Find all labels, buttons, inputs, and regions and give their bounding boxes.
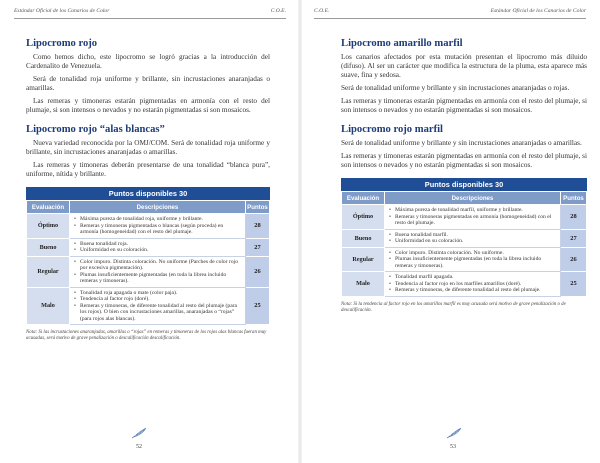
description-cell [70, 214, 246, 239]
header-title: Estándar Oficial de los Canarios de Color [14, 8, 110, 14]
description-cell [70, 256, 246, 287]
list-item: • Remeras y timoneras, de diferente tonalidad al resto del plumaje. [388, 287, 557, 294]
column-header-descripciones: Descripciones [385, 192, 561, 205]
points-cell: 25 [561, 272, 587, 297]
section-title: Lipocromo rojo [26, 38, 98, 49]
list-item: • Uniformidad en su coloración. [73, 247, 242, 254]
section-rojo-alas-blancas [26, 124, 270, 179]
table-row [27, 238, 270, 256]
table-title: Puntos disponibles 30 [26, 187, 270, 200]
points-cell: 25 [246, 287, 270, 325]
list-item: • Remeras y timoneras pigmentadas o blancas (según proceda) en armonía (homogeneidad) con el resto del plumaje. [73, 223, 242, 236]
table-note: Nota: Si las incrustaciones anaranjadas, amarillas o “rojas” en remeras y timoneras de los rojos alas blancas fueran muy acusadas, será motivo de grave penalización o descalificación descalificación. [26, 330, 267, 342]
description-cell [70, 238, 246, 256]
right-page [300, 0, 600, 463]
list-item: • Plumas insuficientemente pigmentadas (en toda la librea incluido remeras y timoneras). [388, 256, 557, 269]
paragraph: Las remeras y timoneras deberán presentarse de una tonalidad “blanca pura”, uniforme, nítida y brillante. [26, 161, 270, 179]
evaluation-cell: Regular [342, 247, 385, 272]
list-item: • Uniformidad en su coloración. [388, 238, 557, 245]
section-title: Lipocromo amarillo marfil [341, 38, 463, 49]
list-item: • Máxima pureza de tonalidad roja, uniforme y brillante. [73, 216, 242, 223]
list-item: • Remeras y timoneras, de diferente tonalidad al resto del plumaje (para los rojos). O bien con incrustaciones amarillas, anaranjadas o “rojas” (para rojos alas blancas). [73, 303, 242, 323]
evaluation-cell: Óptimo [27, 214, 70, 239]
section-title: Lipocromo rojo “alas blancas” [26, 124, 165, 136]
table-row [27, 287, 270, 325]
evaluation-cell: Regular [27, 256, 70, 287]
feather-icon [130, 427, 148, 439]
page-content [341, 38, 587, 314]
list-item: • Color impuro. Distinta coloración. No uniforme (Parches de color rojo por excesiva pigmentación). [73, 259, 242, 272]
section-lipocromo-rojo [26, 38, 270, 114]
points-table [26, 187, 270, 325]
column-header-evaluacion: Evaluación [27, 201, 70, 214]
paragraph: Será de tonalidad uniforme y brillante y sin incrustaciones anaranjadas o amarillas. [341, 139, 582, 148]
table-note: Nota: Si la tendencia al factor rojo en los amarillos marfil es muy acusada será motivo de grave penalización o de descalificación. [341, 301, 566, 313]
list-item: • Plumas insuficientemente pigmentadas (en toda la librea incluido remeras y timoneras). [73, 272, 242, 285]
list-item: • Color impuro. Distinta coloración. No uniforme. [388, 250, 557, 257]
list-item: • Buena tonalidad marfil. [388, 232, 557, 239]
points-cell: 27 [561, 229, 587, 247]
running-header [14, 7, 286, 19]
page-number: 52 [136, 444, 142, 450]
description-cell [385, 247, 561, 272]
points-cell: 28 [246, 214, 270, 239]
list-item: • Tonalidad marfil apagada. [388, 274, 557, 281]
header-abbrev: C.O.E. [270, 8, 286, 14]
evaluation-cell: Malo [342, 272, 385, 297]
list-item: • Tonalidad roja apagada o mate (color paja). [73, 290, 242, 297]
table-row [27, 256, 270, 287]
table-row [342, 247, 587, 272]
paragraph: Los canarios afectados por esta mutación presentan el lipocromo más diluido (difuso). Al ser un carácter que modifica la estructura de la pluma, esta aparece más suave, fina y sedosa. [341, 53, 587, 79]
list-item: • Tendencia al factor rojo (doré). [73, 296, 242, 303]
page-footer [300, 427, 600, 457]
evaluation-cell: Óptimo [342, 205, 385, 230]
table-row [342, 272, 587, 297]
table-row [27, 214, 270, 239]
header-abbrev: C.O.E. [314, 8, 330, 14]
column-header-descripciones: Descripciones [70, 201, 246, 214]
table-row [342, 205, 587, 230]
feather-icon [445, 427, 463, 439]
description-cell [385, 272, 561, 297]
header-title: Estándar Oficial de los Canarios de Color [490, 8, 586, 14]
table-row [342, 229, 587, 247]
page-content [26, 38, 270, 342]
page-number: 53 [450, 444, 456, 450]
list-item: • Remeras y timoneras pigmentadas en armonía (homogeneidad) con el resto del plumaje. [388, 214, 557, 227]
running-header [314, 7, 586, 19]
paragraph: Será de tonalidad roja uniforme y brillante, sin incrustaciones anaranjadas o amarillas. [26, 74, 270, 92]
list-item: • Tendencia al factor rojo en los marfiles amarillos (doré). [388, 281, 557, 288]
evaluation-cell: Bueno [342, 229, 385, 247]
paragraph: Las remeras y timoneras estarán pigmentadas en armonía con el resto del plumaje, si son intensos o nevados y no estarán pigmentadas si son mosaicos. [26, 96, 270, 114]
points-cell: 28 [561, 205, 587, 230]
points-cell: 27 [246, 238, 270, 256]
list-item: • Buena tonalidad roja. [73, 241, 242, 248]
evaluation-cell: Malo [27, 287, 70, 325]
column-header-puntos: Puntos [246, 201, 270, 214]
description-cell [385, 229, 561, 247]
description-cell [385, 205, 561, 230]
points-cell: 26 [246, 256, 270, 287]
evaluation-cell: Bueno [27, 238, 70, 256]
column-header-evaluacion: Evaluación [342, 192, 385, 205]
points-cell: 26 [561, 247, 587, 272]
table-title: Puntos disponibles 30 [341, 178, 587, 191]
points-table [341, 178, 587, 297]
description-cell [70, 287, 246, 325]
paragraph: Será de tonalidad uniforme y brillante y sin incrustaciones anaranjadas o rojas. [341, 83, 570, 92]
paragraph: Las remeras y timoneras estarán pigmentadas en armonía con el resto del plumaje, si son intensos o nevados y no estarán pigmentadas si son mosaicos. [341, 96, 587, 114]
paragraph: Nueva variedad reconocida por la OMJ/COM. Será de tonalidad roja uniforme y brillante, sin incrustaciones anaranjadas o amarillas. [26, 139, 270, 157]
page-footer [0, 427, 300, 457]
section-rojo-marfil [341, 124, 587, 170]
paragraph: Las remeras y timoneras estarán pigmentadas en armonía con el resto del plumaje, si son intensos o nevados y no estarán pigmentadas si son mosaicos. [341, 152, 587, 170]
section-title: Lipocromo rojo marfil [341, 124, 443, 136]
section-amarillo-marfil [341, 38, 587, 114]
column-header-puntos: Puntos [561, 192, 587, 205]
list-item: • Máxima pureza de tonalidad marfil, uniforme y brillante. [388, 207, 557, 214]
paragraph: Como hemos dicho, este lipocromo se logró gracias a la introducción del Cardenalito de Venezuela. [26, 53, 270, 70]
